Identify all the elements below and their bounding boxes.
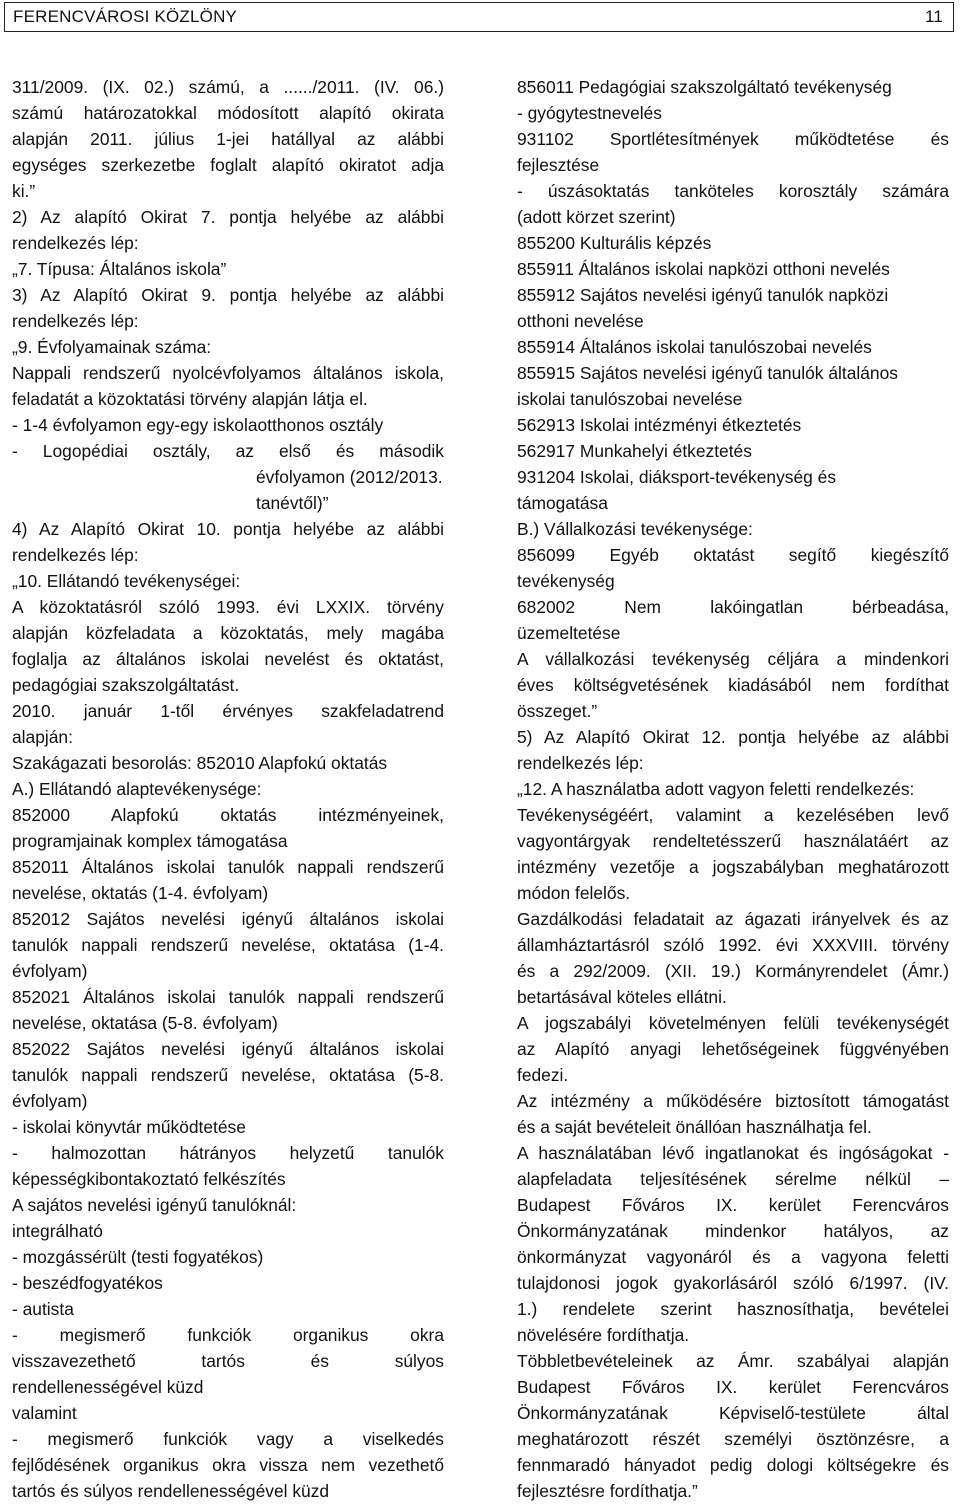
text-line: 311/2009. (IX. 02.) számú, a ....../2011. (IV. 06.) xyxy=(12,77,444,97)
text-line: - 1-4 évfolyamon egy-egy iskolaotthonos osztály xyxy=(12,415,384,435)
text-line: tulajdonosi jogok gyakorlásáról szóló 6/1997. (IV. xyxy=(517,1273,949,1293)
text-line: 2010. január 1-től érvényes szakfeladatrend xyxy=(12,701,444,721)
text-line: 5) Az Alapító Okirat 12. pontja helyébe az alábbi xyxy=(517,727,949,747)
text-line: államháztartásról szóló 1992. évi XXXVIII. törvény xyxy=(517,935,949,955)
text-line: 852012 Sajátos nevelési igényű általános iskolai xyxy=(12,909,444,929)
text-line: fennmaradó hányadot pedig dologi költségekre és xyxy=(517,1455,949,1475)
text-line: visszavezethető tartós és súlyos xyxy=(12,1351,444,1371)
text-line: programjainak komplex támogatása xyxy=(12,831,288,851)
text-line: intézmény vezetője a jogszabályban meghatározott xyxy=(517,857,949,877)
text-line: 855915 Sajátos nevelési igényű tanulók általános xyxy=(517,363,898,383)
text-line: Gazdálkodási feladatait az ágazati irányelvek és az xyxy=(517,909,949,929)
text-line: - megismerő funkciók vagy a viselkedés xyxy=(12,1429,444,1449)
text-line: tanulók nappali rendszerű nevelése, oktatása (5-8. xyxy=(12,1065,444,1085)
text-line: növelésére fordíthatja. xyxy=(517,1325,690,1345)
text-line: támogatása xyxy=(517,493,608,513)
text-line: - úszásoktatás tanköteles korosztály számára xyxy=(517,181,949,201)
text-line: 852011 Általános iskolai tanulók nappali rendszerű xyxy=(12,857,444,877)
text-line: otthoni nevelése xyxy=(517,311,644,331)
text-line: 852021 Általános iskolai tanulók nappali rendszerű xyxy=(12,987,444,1007)
text-line: A jogszabályi követelményen felüli tevékenységét xyxy=(517,1013,949,1033)
text-line: Többletbevételeinek az Ámr. szabályai alapján xyxy=(517,1351,949,1371)
text-line: alapján közfeladata a közoktatás, mely magába xyxy=(12,623,444,643)
text-line: - mozgássérült (testi fogyatékos) xyxy=(12,1247,264,1267)
text-line: egységes szerkezetbe foglalt alapító okiratot adja xyxy=(12,155,444,175)
text-line: tartós és súlyos rendellenességével küzd xyxy=(12,1481,330,1501)
text-line: Budapest Főváros IX. kerület Ferencváros xyxy=(517,1195,949,1215)
text-line: rendelkezés lép: xyxy=(517,753,644,773)
text-line: 852000 Alapfokú oktatás intézményeinek, xyxy=(12,805,444,825)
text-line: rendelkezés lép: xyxy=(12,545,139,565)
text-line: 931102 Sportlétesítmények működtetése és xyxy=(517,129,949,149)
text-line: - autista xyxy=(12,1299,74,1319)
text-line: A sajátos nevelési igényű tanulóknál: xyxy=(12,1195,297,1215)
text-line: 855912 Sajátos nevelési igényű tanulók napközi xyxy=(517,285,889,305)
text-line: „7. Típusa: Általános iskola” xyxy=(12,259,227,279)
text-line: fejlesztésre fordíthatja.” xyxy=(517,1481,698,1501)
text-line: foglalja az általános iskolai nevelést és oktatást, xyxy=(12,649,444,669)
text-line: Önkormányzatának Képviselő-testülete által xyxy=(517,1403,949,1423)
text-line: önkormányzat vagyonáról és a vagyona feletti xyxy=(517,1247,949,1267)
text-line: tanulók nappali rendszerű nevelése, oktatása (1-4. xyxy=(12,935,444,955)
text-line: - megismerő funkciók organikus okra xyxy=(12,1325,444,1345)
text-line: „9. Évfolyamainak száma: xyxy=(12,337,212,357)
text-line: nevelése, oktatás (1-4. évfolyam) xyxy=(12,883,269,903)
text-line: évfolyam) xyxy=(12,1091,88,1111)
text-line: fejlesztése xyxy=(517,155,600,175)
text-line: Az intézmény a működésére biztosított támogatást xyxy=(517,1091,949,1111)
publication-title: FERENCVÁROSI KÖZLÖNY xyxy=(13,7,238,26)
text-line: A közoktatásról szóló 1993. évi LXXIX. törvény xyxy=(12,597,444,617)
text-line: valamint xyxy=(12,1403,77,1423)
text-line: alapján: xyxy=(12,727,73,747)
text-line: - gyógytestnevelés xyxy=(517,103,663,123)
text-line: tevékenység xyxy=(517,571,615,591)
text-line: - beszédfogyatékos xyxy=(12,1273,163,1293)
text-line: betartásával köteles ellátni. xyxy=(517,987,727,1007)
text-line: feladatát a közoktatási törvény alapján látja el. xyxy=(12,389,368,409)
text-line: Tevékenységéért, valamint a kezelésében levő xyxy=(517,805,949,825)
text-line: iskolai tanulószobai nevelése xyxy=(517,389,743,409)
text-line: rendelkezés lép: xyxy=(12,311,139,331)
text-line: és a 292/2009. (XII. 19.) Kormányrendelet (Ámr.) xyxy=(517,961,949,981)
text-line: A vállalkozási tevékenység céljára a mindenkori xyxy=(517,649,949,669)
text-line: A használatában lévő ingatlanokat és ingóságokat - xyxy=(517,1143,949,1163)
text-line: éves költségvetésének kiadásából nem fordíthat xyxy=(517,675,949,695)
text-line: fedezi. xyxy=(517,1065,569,1085)
text-line: 562913 Iskolai intézményi étkeztetés xyxy=(517,415,802,435)
text-line: tanévtől)” xyxy=(256,493,329,513)
text-line: Önkormányzatának mindenkor hatályos, az xyxy=(517,1221,949,1241)
text-line: (adott körzet szerint) xyxy=(517,207,676,227)
text-line: módon felelős. xyxy=(517,883,631,903)
text-line: üzemeltetése xyxy=(517,623,621,643)
text-line: meghatározott részét személyi ösztönzésre, a xyxy=(517,1429,949,1449)
text-line: Budapest Főváros IX. kerület Ferencváros xyxy=(517,1377,949,1397)
text-line: integrálható xyxy=(12,1221,103,1241)
text-line: rendelkezés lép: xyxy=(12,233,139,253)
page-header xyxy=(4,2,954,32)
text-line: évfolyamon (2012/2013. xyxy=(256,467,443,487)
text-line: 856011 Pedagógiai szakszolgáltató tevékenység xyxy=(517,77,892,97)
text-line: B.) Vállalkozási tevékenysége: xyxy=(517,519,753,539)
text-line: 2) Az alapító Okirat 7. pontja helyébe az alábbi xyxy=(12,207,444,227)
text-line: ki.” xyxy=(12,181,36,201)
text-line: 855914 Általános iskolai tanulószobai nevelés xyxy=(517,337,872,357)
text-line: - iskolai könyvtár működtetése xyxy=(12,1117,246,1137)
text-line: 562917 Munkahelyi étkeztetés xyxy=(517,441,752,461)
text-line: alapfeladata teljesítésének sérelme nélkül – xyxy=(517,1169,949,1189)
text-line: A.) Ellátandó alaptevékenysége: xyxy=(12,779,262,799)
text-line: 4) Az Alapító Okirat 10. pontja helyébe az alábbi xyxy=(12,519,444,539)
text-line: 855911 Általános iskolai napközi otthoni nevelés xyxy=(517,259,890,279)
text-line: rendellenességével küzd xyxy=(12,1377,204,1397)
text-line: képességkibontakoztató felkészítés xyxy=(12,1169,286,1189)
text-line: 1.) rendelete szerint hasznosíthatja, bevételei xyxy=(517,1299,949,1319)
left-column xyxy=(12,74,444,1504)
text-line: „12. A használatba adott vagyon feletti rendelkezés: xyxy=(517,779,915,799)
text-line: 856099 Egyéb oktatást segítő kiegészítő xyxy=(517,545,949,565)
text-line: összeget.” xyxy=(517,701,598,721)
text-line: számú határozatokkal módosított alapító okirata xyxy=(12,103,444,123)
text-line: pedagógiai szakszolgáltatást. xyxy=(12,675,240,695)
text-line: az Alapító anyagi lehetőségeinek függvényében xyxy=(517,1039,949,1059)
page-number: 11 xyxy=(924,7,943,26)
text-line: és a saját bevételeit önállóan használhatja fel. xyxy=(517,1117,872,1137)
text-line: Szakágazati besorolás: 852010 Alapfokú oktatás xyxy=(12,753,388,773)
right-column xyxy=(517,74,949,1504)
text-line: 855200 Kulturális képzés xyxy=(517,233,712,253)
text-line: nevelése, oktatása (5-8. évfolyam) xyxy=(12,1013,278,1033)
text-line: alapján 2011. július 1-jei hatállyal az alábbi xyxy=(12,129,444,149)
text-line: 931204 Iskolai, diáksport-tevékenység és xyxy=(517,467,837,487)
text-line: évfolyam) xyxy=(12,961,88,981)
text-line: vagyontárgyak rendeltetésszerű használatáért az xyxy=(517,831,949,851)
text-line: „10. Ellátandó tevékenységei: xyxy=(12,571,241,591)
text-line: fejlődésének organikus okra vissza nem vezethető xyxy=(12,1455,444,1475)
text-line: 852022 Sajátos nevelési igényű általános iskolai xyxy=(12,1039,444,1059)
text-line: 3) Az Alapító Okirat 9. pontja helyébe az alábbi xyxy=(12,285,444,305)
text-line: 682002 Nem lakóingatlan bérbeadása, xyxy=(517,597,949,617)
text-line: Nappali rendszerű nyolcévfolyamos általános iskola, xyxy=(12,363,444,383)
text-line: - halmozottan hátrányos helyzetű tanulók xyxy=(12,1143,444,1163)
text-line: - Logopédiai osztály, az első és második xyxy=(12,441,444,461)
